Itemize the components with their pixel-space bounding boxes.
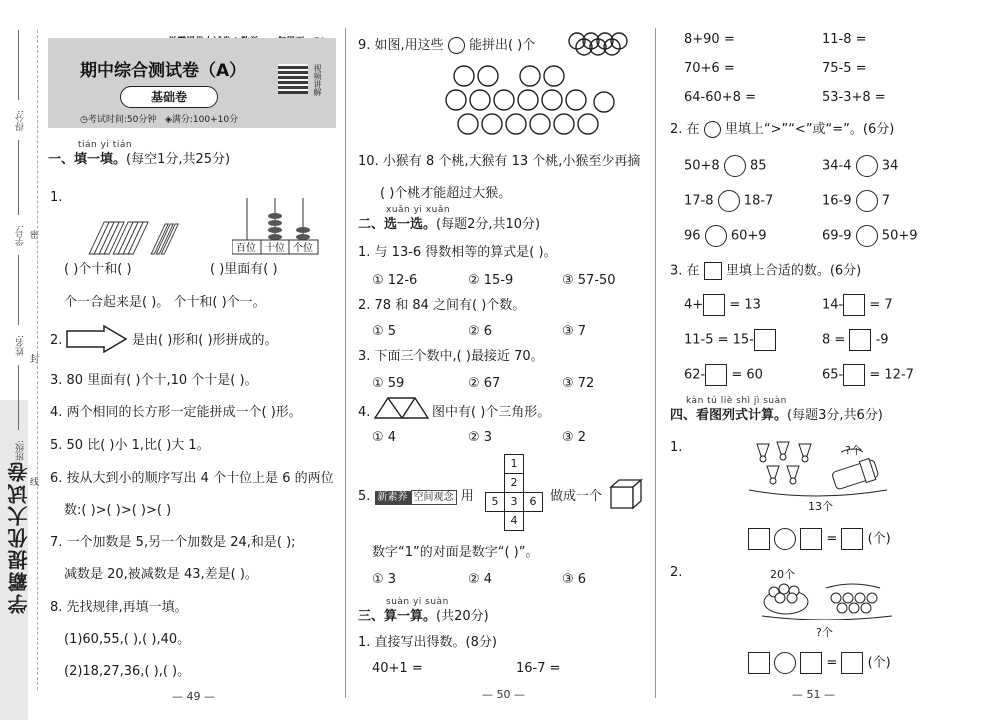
q4-text: 4. 两个相同的长方形一定能拼成一个( )形。 — [50, 405, 302, 420]
question-number: 2. — [50, 333, 63, 348]
calc-item: 64-60+8 = — [684, 90, 756, 105]
option[interactable]: ③ 7 — [562, 324, 587, 339]
option[interactable]: ① 4 — [372, 430, 397, 445]
question-number: 1. — [50, 190, 63, 205]
answer-box[interactable] — [849, 329, 871, 351]
subtitle-pill: 基础卷 — [120, 86, 218, 108]
brand-vertical: 学霸提优大试卷 — [7, 460, 31, 614]
fill-instructions: 3. 在 里填上合适的数。(6分) — [670, 263, 862, 279]
q7-text: 减数是 20,被减数是 43,差是( )。 — [64, 567, 258, 582]
answer-box[interactable] — [841, 528, 863, 550]
fill-row: 8 = -9 — [822, 329, 889, 351]
option[interactable]: ② 3 — [468, 430, 493, 445]
fill-row: 14- = 7 — [822, 294, 893, 316]
q6-text: 数:( )>( )>( )>( ) — [64, 503, 172, 518]
page-number: — 49 — — [172, 690, 215, 703]
equation-template: = (个) — [748, 528, 891, 550]
choice-question: 图中有( )个三角形。 — [432, 405, 551, 420]
tag-badge: 空间观念 — [411, 490, 457, 505]
s5-text: 数字“1”的对面是数字“( )”。 — [372, 545, 539, 560]
answer-box[interactable] — [841, 652, 863, 674]
section-4-heading: 四、看图列式计算。(每题3分,共6分) — [670, 408, 883, 423]
answer-box[interactable] — [748, 528, 770, 550]
fill-row: 11-5 = 15- — [684, 329, 776, 351]
triangles-figure — [374, 396, 430, 420]
option[interactable]: ① 3 — [372, 572, 397, 587]
qr-code[interactable] — [278, 64, 308, 94]
unit-label: (个) — [867, 531, 891, 547]
calc-item: 16-7 = — [516, 661, 561, 676]
compare-circle[interactable] — [856, 190, 878, 212]
calc-item: 70+6 = — [684, 61, 735, 76]
option[interactable]: ③ 57-50 — [562, 273, 616, 288]
q7-text: 7. 一个加数是 5,另一个加数是 24,和是( ); — [50, 535, 296, 550]
fill-row: 65- = 12-7 — [822, 364, 914, 386]
compare-row: 69-9 50+9 — [822, 225, 918, 247]
option[interactable]: ③ 6 — [562, 572, 587, 587]
compare-row: 96 60+9 — [684, 225, 767, 247]
compare-row: 50+8 85 — [684, 155, 767, 177]
q1-text: ( )里面有( ) — [210, 262, 278, 277]
net-cell: 3 — [504, 492, 524, 512]
section-3-heading: 三、算一算。(共20分) — [358, 609, 489, 624]
answer-box[interactable] — [705, 364, 727, 386]
calc-item: 40+1 = — [372, 661, 423, 676]
q10-text: ( )个桃才能超过大猴。 — [380, 186, 512, 201]
seal-mark: 线 — [30, 478, 40, 488]
option[interactable]: ② 6 — [468, 324, 493, 339]
unknown-label: ?个 — [845, 444, 862, 457]
q1-text: ( )个十和( ) — [64, 262, 132, 277]
calc-item: 8+90 = — [684, 32, 735, 47]
answer-box[interactable] — [800, 652, 822, 674]
field-line — [18, 255, 19, 325]
option[interactable]: ② 4 — [468, 572, 493, 587]
fill-row: 62- = 60 — [684, 364, 763, 386]
cut-line — [37, 30, 38, 690]
q9-line: 9. 如图,用这些 能拼出( )个 — [358, 38, 536, 53]
calc-item: 53-3+8 = — [822, 90, 886, 105]
compare-row: 16-9 7 — [822, 190, 890, 212]
pinyin: xuǎn yi xuǎn — [386, 205, 451, 215]
fill-row: 4+ = 13 — [684, 294, 761, 316]
section-title: 一、填一填。 — [48, 152, 127, 167]
compare-circle[interactable] — [718, 190, 740, 212]
page-number: — 51 — — [792, 688, 835, 701]
section-note: (每空1分,共25分) — [126, 152, 231, 167]
class-field: 班级: — [16, 440, 26, 462]
column-divider — [655, 28, 656, 698]
s5-line: 5. 新素养 空间观念 用 — [358, 489, 474, 504]
option[interactable]: ① 12-6 — [372, 273, 418, 288]
compare-circle[interactable] — [856, 155, 878, 177]
total-label: 20个 — [770, 568, 795, 581]
abacus-figure — [232, 196, 322, 256]
square-icon — [704, 262, 722, 280]
calc-item: 11-8 = — [822, 32, 867, 47]
choice-question: 3. 下面三个数中,( )最接近 70。 — [358, 349, 544, 364]
option[interactable]: ① 5 — [372, 324, 397, 339]
circle-icon — [704, 121, 721, 138]
question-number: 1. — [670, 440, 683, 455]
q10-text: 10. 小猴有 8 个桃,大猴有 13 个桃,小猴至少再摘 — [358, 154, 641, 169]
choice-question: 2. 78 和 84 之间有( )个数。 — [358, 298, 526, 313]
arrow-shape-figure — [66, 325, 128, 353]
pinyin: kàn tú liè shì jì suàn — [686, 396, 787, 406]
seal-mark: 封 — [30, 355, 40, 365]
q6-text: 6. 按从大到小的顺序写出 4 个十位上是 6 的两位 — [50, 471, 334, 486]
calc-item: 75-5 = — [822, 61, 867, 76]
seal-mark: 密 — [30, 231, 40, 241]
total-label: 13个 — [808, 500, 833, 513]
field-line — [18, 365, 19, 430]
answer-box[interactable] — [748, 652, 770, 674]
q5-text: 5. 50 比( )小 1,比( )大 1。 — [50, 438, 210, 453]
q8-text: 8. 先找规律,再填一填。 — [50, 600, 188, 615]
q3-text: 3. 80 里面有( )个十,10 个十是( )。 — [50, 373, 258, 388]
answer-box[interactable] — [703, 294, 725, 316]
exam-time: 考试时间:50分钟 — [87, 115, 157, 125]
q1-text: 个一合起来是( )。 个十和( )个一。 — [64, 295, 266, 310]
unknown-label: ?个 — [816, 626, 833, 639]
option[interactable]: ③ 72 — [562, 376, 595, 391]
stick-bundles-figure — [88, 218, 183, 258]
tag-badge: 新素养 — [375, 491, 411, 505]
s5-text: 做成一个 — [550, 489, 603, 504]
binding-sidebar — [0, 0, 40, 720]
net-cell: 2 — [504, 473, 524, 493]
section-2-heading: 二、选一选。(每题2分,共10分) — [358, 217, 541, 232]
q8b-text: (2)18,27,36,( ),( )。 — [64, 664, 191, 679]
abacus-label: 个位 — [293, 243, 313, 254]
net-cell: 4 — [504, 511, 524, 531]
score-field: 得分: — [16, 110, 26, 132]
answer-box[interactable] — [754, 329, 776, 351]
exam-meta — [80, 112, 238, 125]
cube-net-figure — [484, 454, 556, 536]
page-number: — 50 — — [482, 688, 525, 701]
compare-row: 17-8 18-7 — [684, 190, 773, 212]
q8a-text: (1)60,55,( ),( ),40。 — [64, 632, 191, 647]
circle-icon — [448, 37, 465, 54]
abacus-label: 百位 — [236, 243, 256, 254]
answer-box[interactable] — [843, 364, 865, 386]
equation-template: = (个) — [748, 652, 891, 674]
unit-label: (个) — [867, 655, 891, 671]
q2-text: 是由( )形和( )形拼成的。 — [132, 333, 278, 348]
option[interactable]: ② 15-9 — [468, 273, 514, 288]
column-divider — [345, 28, 346, 698]
name-field: 姓名: — [16, 335, 26, 357]
compare-row: 34-4 34 — [822, 155, 898, 177]
question-number: 4. — [358, 405, 371, 420]
field-line — [18, 30, 19, 100]
net-cell: 5 — [485, 492, 505, 512]
choice-question: 1. 与 13-6 得数相等的算式是( )。 — [358, 245, 557, 260]
apples-basket-figure — [752, 578, 902, 620]
star-icon: ◈ — [164, 115, 172, 125]
calc-instructions: 1. 直接写出得数。(8分) — [358, 635, 497, 650]
circles-figure — [440, 62, 620, 144]
olympic-rings-figure — [567, 32, 635, 56]
answer-box[interactable] — [800, 528, 822, 550]
id-field: 学号: — [16, 225, 26, 247]
question-number: 2. — [670, 565, 683, 580]
net-cell: 1 — [504, 454, 524, 474]
section-1-heading — [48, 152, 230, 168]
clock-icon: ◷ — [80, 115, 88, 125]
compare-circle[interactable] — [724, 155, 746, 177]
abacus-label: 十位 — [265, 243, 285, 254]
cube-figure — [609, 478, 643, 510]
option[interactable]: ③ 2 — [562, 430, 587, 445]
option[interactable]: ② 67 — [468, 376, 501, 391]
exam-title: 期中综合测试卷（A） — [80, 61, 247, 81]
compare-circle[interactable] — [705, 225, 727, 247]
pinyin: suàn yi suàn — [386, 597, 449, 607]
operator-circle[interactable] — [774, 652, 796, 674]
answer-box[interactable] — [843, 294, 865, 316]
exam-score: 满分:100+10分 — [171, 115, 239, 125]
option[interactable]: ① 59 — [372, 376, 405, 391]
compare-circle[interactable] — [856, 225, 878, 247]
pinyin: tián yi tián — [78, 140, 133, 150]
compare-instructions: 2. 在 里填上“>”“<”或“=”。(6分) — [670, 122, 895, 137]
operator-circle[interactable] — [774, 528, 796, 550]
net-cell: 6 — [523, 492, 543, 512]
field-line — [18, 140, 19, 215]
qr-label: 视频讲解 — [313, 64, 322, 96]
